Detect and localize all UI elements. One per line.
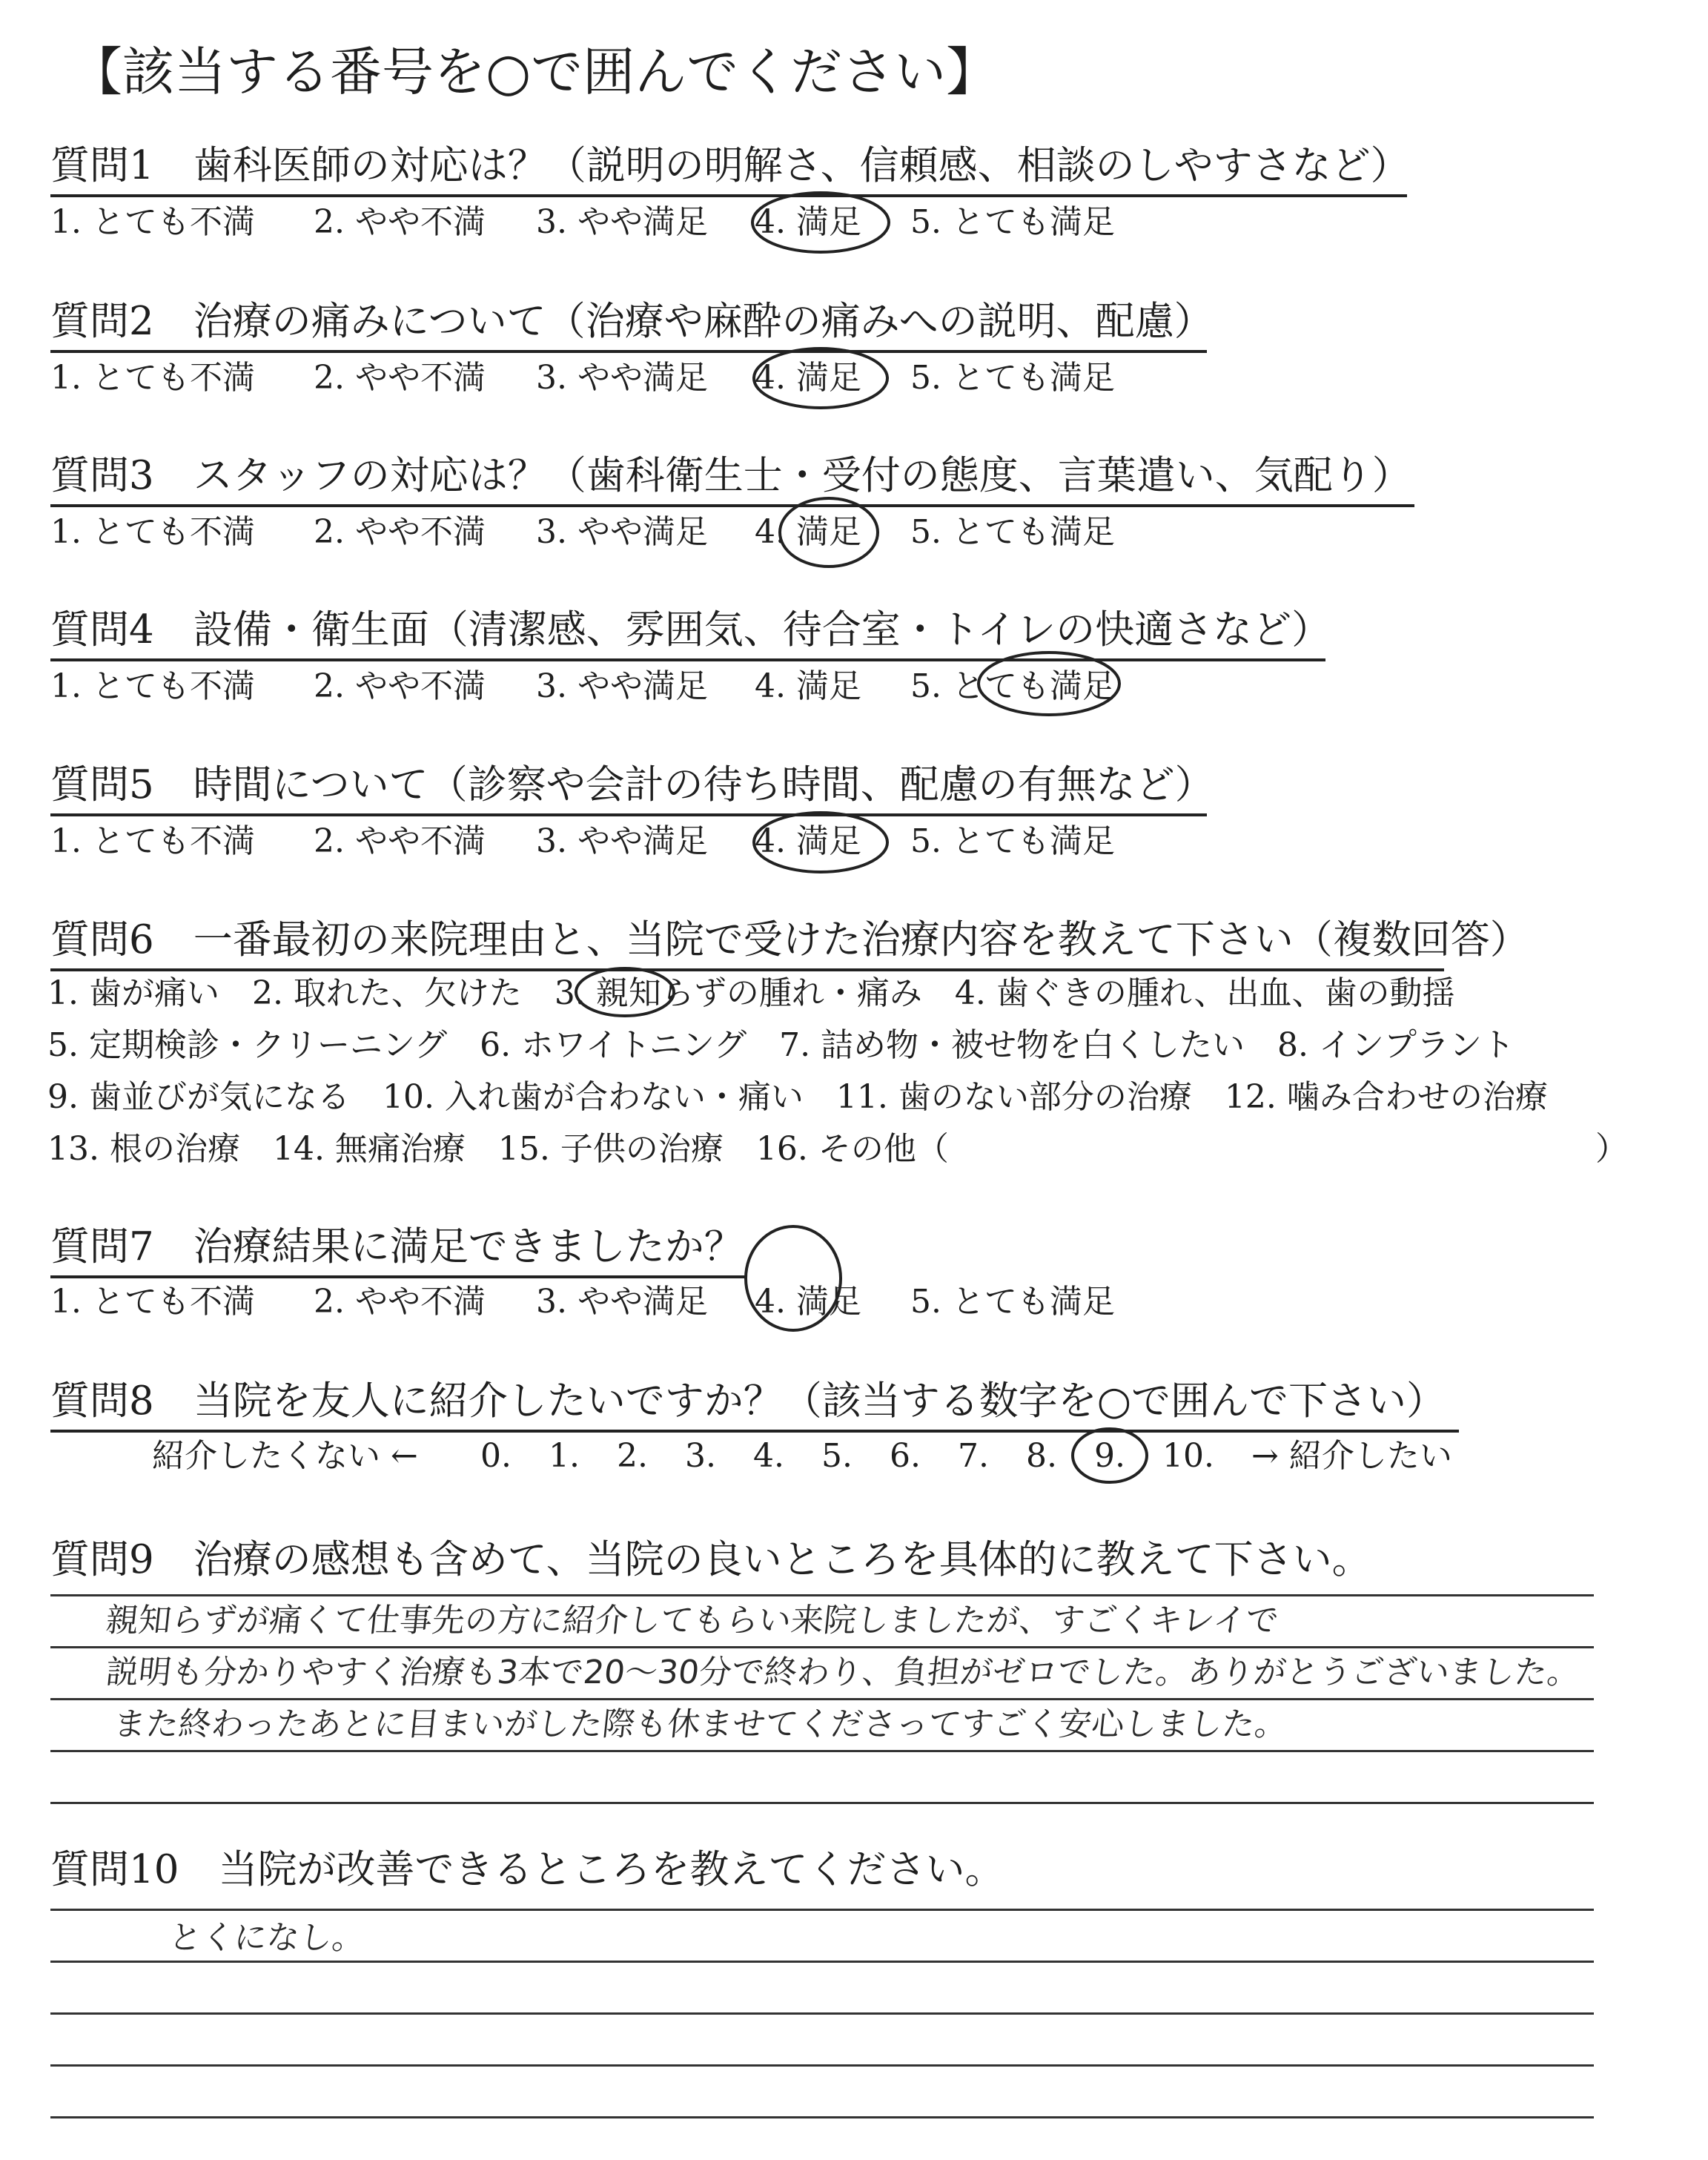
q5-option-3[interactable]: 3. やや満足 [536,822,708,860]
q5-option-1[interactable]: 1. とても不満 [50,822,255,860]
q9-writing-line-2 [50,1646,1594,1648]
q10-writing-line-3 [50,2012,1594,2015]
question-4-label: 質問4 設備・衛生面（清潔感、雰囲気、待合室・トイレの快適さなど） [50,607,1325,661]
question-7-label: 質問7 治療結果に満足できましたか？ [50,1223,747,1278]
q10-writing-line-4 [50,2064,1594,2067]
q2-option-5[interactable]: 5. とても満足 [910,359,1115,397]
q9-answer-line-1[interactable]: 親知らずが痛くて仕事先の方に紹介してもらい来院しましたが、すごくキレイで [104,1602,1281,1639]
question-6-label: 質問6 一番最初の来院理由と、当院で受けた治療内容を教えて下さい（複数回答） [50,916,1444,971]
q1-option-5[interactable]: 5. とても満足 [910,203,1115,241]
q6-other-close-paren: ） [1595,1130,1628,1168]
question-2-label: 質問2 治療の痛みについて（治療や麻酔の痛みへの説明、配慮） [50,298,1207,353]
q8-number-2[interactable]: 2. [617,1437,648,1475]
q8-number-8[interactable]: 8. [1026,1437,1057,1475]
q10-answer-line-1[interactable]: とくになし。 [167,1919,367,1957]
q8-left-label: 紹介したくない ← [152,1437,418,1475]
q9-writing-line-1 [50,1594,1594,1596]
q5-option-4[interactable]: 4. 満足 [755,822,861,860]
question-5-label: 質問5 時間について（診察や会計の待ち時間、配慮の有無など） [50,762,1207,816]
q7-option-4[interactable]: 4. 満足 [755,1283,861,1321]
q9-answer-line-3[interactable]: また終わったあとに目まいがした際も休ませてくださってすごく安心しました。 [111,1705,1290,1743]
q8-number-1[interactable]: 1. [549,1437,580,1475]
q1-option-2[interactable]: 2. やや不満 [314,203,486,241]
q1-option-4[interactable]: 4. 満足 [755,203,861,241]
question-1-label: 質問1 歯科医師の対応は？（説明の明解さ、信頼感、相談のしやすさなど） [50,142,1407,197]
q7-option-2[interactable]: 2. やや不満 [314,1283,486,1321]
q10-writing-line-2 [50,1961,1594,1963]
q3-option-5[interactable]: 5. とても満足 [910,513,1115,551]
q6-options-row-3[interactable]: 9. 歯並びが気になる 10. 入れ歯が合わない・痛い 11. 歯のない部分の治療 12. 噛み合わせの治療 [47,1078,1548,1116]
q1-option-3[interactable]: 3. やや満足 [536,203,708,241]
q2-option-3[interactable]: 3. やや満足 [536,359,708,397]
question-3-label: 質問3 スタッフの対応は？（歯科衛生士・受付の態度、言葉遣い、気配り） [50,452,1414,507]
q3-option-1[interactable]: 1. とても不満 [50,513,255,551]
q5-option-5[interactable]: 5. とても満足 [910,822,1115,860]
q10-writing-line-5 [50,2116,1594,2118]
q8-number-10[interactable]: 10. [1162,1437,1214,1475]
q2-option-2[interactable]: 2. やや不満 [314,359,486,397]
q8-number-0[interactable]: 0. [480,1437,512,1475]
q7-option-5[interactable]: 5. とても満足 [910,1283,1115,1321]
question-10-label: 質問10 当院が改善できるところを教えてください。 [50,1847,1004,1892]
q4-option-3[interactable]: 3. やや満足 [536,667,708,705]
q8-number-6[interactable]: 6. [890,1437,921,1475]
q2-option-4[interactable]: 4. 満足 [755,359,861,397]
q1-option-1[interactable]: 1. とても不満 [50,203,255,241]
q8-number-3[interactable]: 3. [685,1437,716,1475]
q3-option-4[interactable]: 4. 満足 [755,513,861,551]
q9-writing-line-5 [50,1802,1594,1804]
q9-writing-line-4 [50,1750,1594,1752]
question-8-label: 質問8 当院を友人に紹介したいですか？（該当する数字を○で囲んで下さい） [50,1378,1459,1433]
q8-number-9[interactable]: 9. [1094,1437,1125,1475]
q8-number-5[interactable]: 5. [821,1437,853,1475]
q9-writing-line-3 [50,1698,1594,1700]
q8-number-7[interactable]: 7. [958,1437,989,1475]
q7-option-3[interactable]: 3. やや満足 [536,1283,708,1321]
q8-number-4[interactable]: 4. [753,1437,784,1475]
q4-option-4[interactable]: 4. 満足 [755,667,861,705]
q4-option-1[interactable]: 1. とても不満 [50,667,255,705]
question-9-label: 質問9 治療の感想も含めて、当院の良いところを具体的に教えて下さい。 [50,1537,1371,1582]
q10-writing-line-1 [50,1909,1594,1911]
q6-options-row-4[interactable]: 13. 根の治療 14. 無痛治療 15. 子供の治療 16. その他（ [47,1130,949,1168]
q8-right-label: → 紹介したい [1251,1437,1452,1475]
q2-option-1[interactable]: 1. とても不満 [50,359,255,397]
q6-options-row-1[interactable]: 1. 歯が痛い 2. 取れた、欠けた 3. 親知らずの腫れ・痛み 4. 歯ぐきの腫れ、出血、歯の動揺 [47,974,1455,1012]
q4-option-2[interactable]: 2. やや不満 [314,667,486,705]
question-8-scale [0,1436,1708,1477]
q7-option-1[interactable]: 1. とても不満 [50,1283,255,1321]
q9-answer-line-2[interactable]: 説明も分かりやすく治療も3本で20〜30分で終わり、負担がゼロでした。ありがとうございました。 [104,1654,1582,1691]
q4-option-5[interactable]: 5. とても満足 [910,667,1115,705]
q3-option-2[interactable]: 2. やや不満 [314,513,486,551]
q6-options-row-2[interactable]: 5. 定期検診・クリーニング 6. ホワイトニング 7. 詰め物・被せ物を白くしたい 8. インプラント [47,1026,1515,1064]
page-title: 【該当する番号を○で囲んでください】 [70,42,999,102]
q3-option-3[interactable]: 3. やや満足 [536,513,708,551]
q5-option-2[interactable]: 2. やや不満 [314,822,486,860]
